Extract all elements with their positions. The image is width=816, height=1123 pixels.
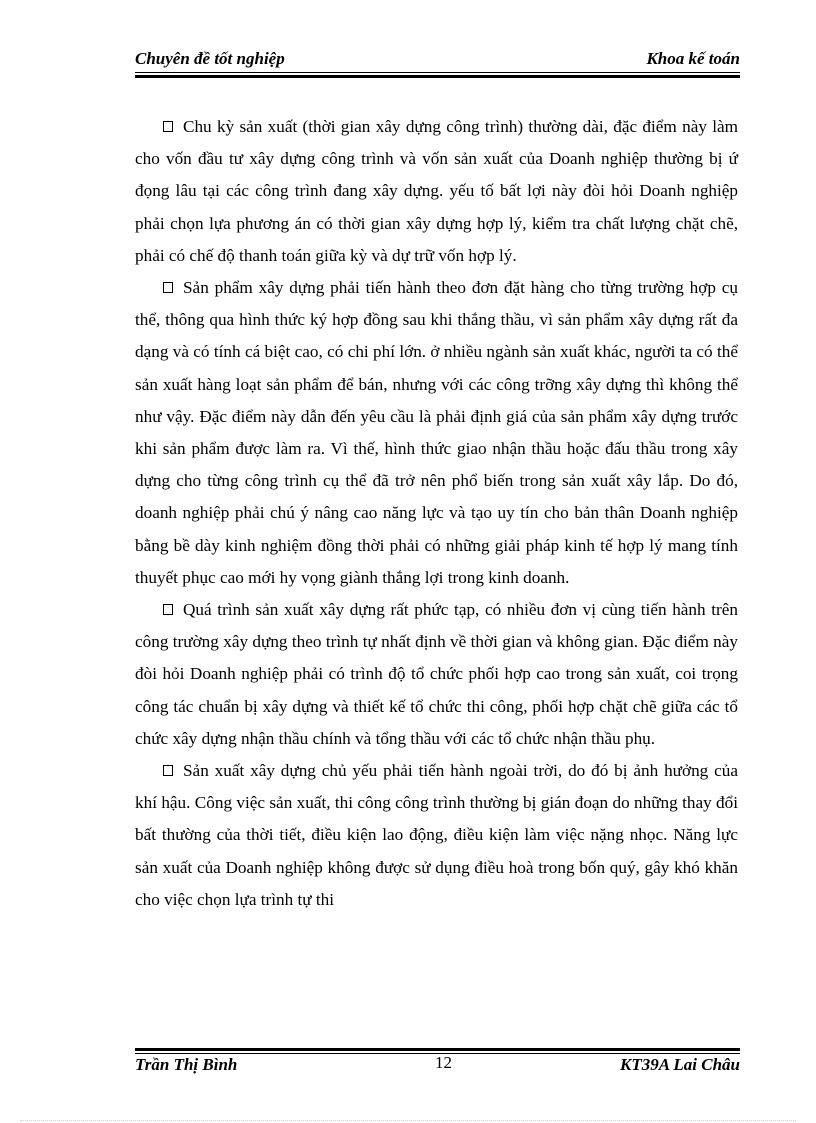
paragraph: [135, 594, 738, 755]
paragraph-text: Sản xuất xây dựng chủ yếu phải tiến hành ngoài trời, do đó bị ảnh hưởng của khí hậu. Công việc sản xuất, thi công công trình thường bị gián đoạn do những thay đổi bất thường của thời tiết, điều kiện lao động, điều kiện làm việc nặng nhọc. Năng lực sản xuất của Doanh nghiệp không được sử dụng điều hoà trong bốn quý, gây khó khăn cho việc chọn lựa trình tự thi: [135, 761, 738, 909]
paragraph: [135, 272, 738, 594]
header-department: Khoa kế toán: [646, 49, 740, 68]
header-rule-thin: [135, 72, 740, 73]
paragraph-text: Sản phẩm xây dựng phải tiến hành theo đơn đặt hàng cho từng trường hợp cụ thể, thông qua hình thức ký hợp đồng sau khi thắng thầu, vì sản phẩm xây dựng rất đa dạng và có tính cá biệt cao, có chi phí lớn. ở nhiều ngành sản xuất khác, người ta có thể sản xuất hàng loạt sản phẩm để bán, nhưng với các công trỡng xây dựng thì không thể như vậy. Đặc điểm này dẫn đến yêu cầu là phải định giá của sản phẩm xây dựng trước khi sản phẩm được làm ra. Vì thế, hình thức giao nhận thầu hoặc đấu thầu trong xây dựng cho từng công trình cụ thể đã trở nên phổ biến trong sản xuất xây lắp. Do đó, doanh nghiệp phải chú ý nâng cao năng lực và tạo uy tín cho bản thân Doanh nghiệp bằng bề dày kinh nghiệm đồng thời phải có những giải pháp kinh tế hợp lý mang tính thuyết phục cao mới hy vọng giành thắng lợi trong kinh doanh.: [135, 278, 738, 587]
page-footer: [135, 1053, 740, 1077]
page-header: [135, 49, 740, 71]
paragraph: [135, 111, 738, 272]
paragraph-text: Chu kỳ sản xuất (thời gian xây dựng công trình) thường dài, đặc điểm này làm cho vốn đầu tư xây dựng công trình và vốn sản xuất của Doanh nghiệp thường bị ứ đọng lâu tại các công trình đang xây dựng. yếu tố bất lợi này đòi hỏi Doanh nghiệp phải chọn lựa phương án có thời gian xây dựng hợp lý, kiểm tra chất lượng chặt chẽ, phải có chế độ thanh toán giữa kỳ và dự trữ vốn hợp lý.: [135, 117, 738, 265]
header-rule-thick: [135, 75, 740, 78]
footer-rule-thick: [135, 1048, 740, 1051]
footer-class: KT39A Lai Châu: [620, 1055, 740, 1074]
page-number: 12: [435, 1053, 452, 1072]
body-text: [135, 111, 738, 916]
checkbox-bullet-icon: [163, 121, 173, 132]
paragraph-text: Quá trình sản xuất xây dựng rất phức tạp, có nhiều đơn vị cùng tiến hành trên công trường xây dựng theo trình tự nhất định về thời gian và không gian. Đặc điểm này đòi hỏi Doanh nghiệp phải có trình độ tổ chức phối hợp cao trong sản xuất, coi trọng công tác chuẩn bị xây dựng và thiết kế tổ chức thi công, phối hợp chặt chẽ giữa các tổ chức xây dựng nhận thầu chính và tổng thầu với các tổ chức nhận thầu phụ.: [135, 600, 738, 748]
checkbox-bullet-icon: [163, 604, 173, 615]
checkbox-bullet-icon: [163, 765, 173, 776]
paragraph: [135, 755, 738, 916]
header-title: Chuyên đề tốt nghiệp: [135, 49, 285, 68]
checkbox-bullet-icon: [163, 282, 173, 293]
footer-author: Trần Thị Bình: [135, 1055, 238, 1074]
page-edge-dotted-line: [20, 1120, 796, 1121]
